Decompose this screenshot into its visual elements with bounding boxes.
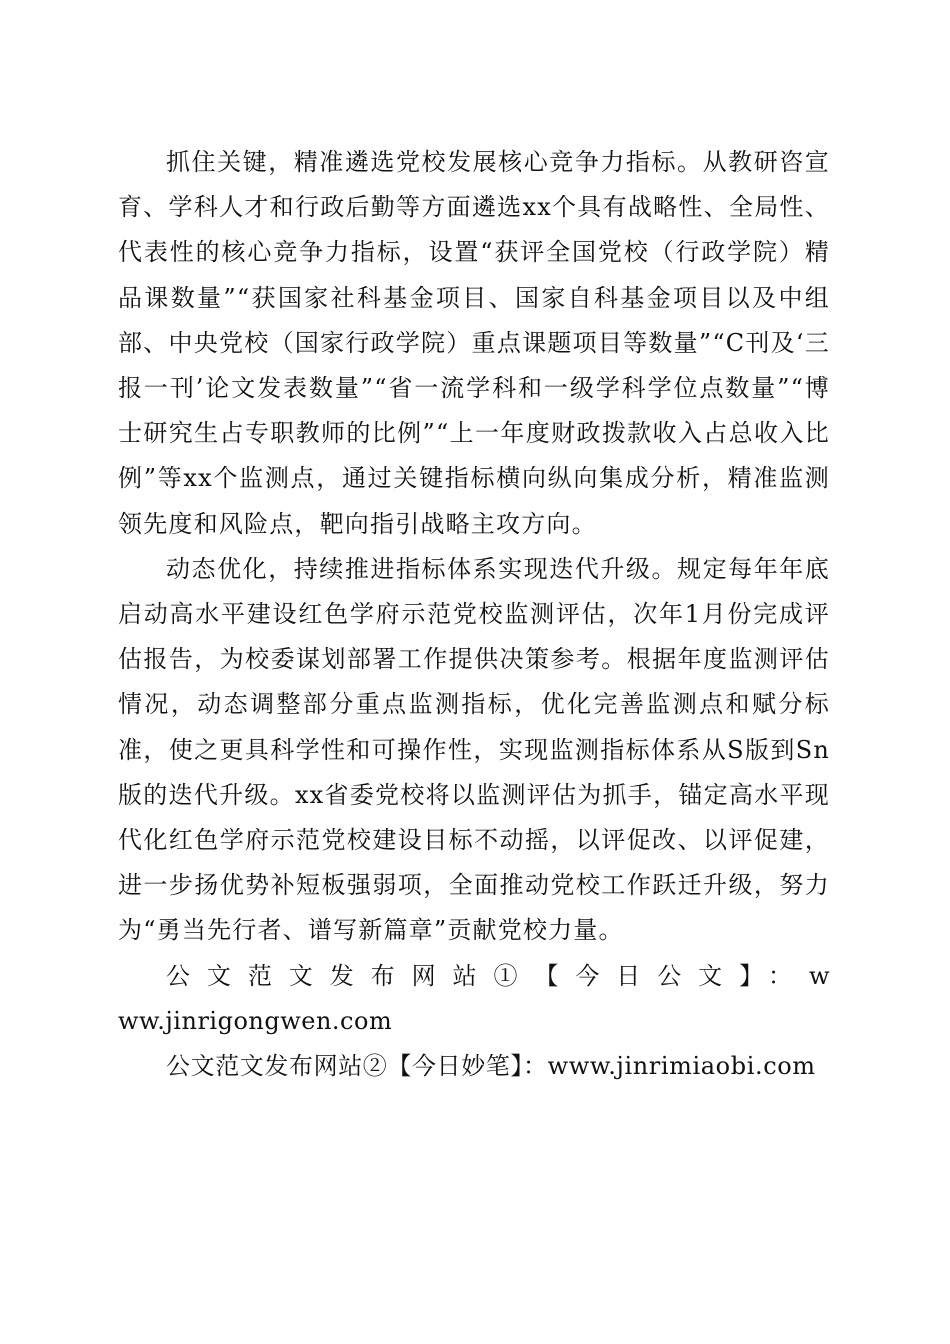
document-body — [118, 140, 830, 1089]
site-label-1: 公文范文发布网站①【今日公文】： — [166, 961, 809, 990]
paragraph-dynamic-optimization: 动态优化，持续推进指标体系实现迭代升级。规定每年年底启动高水平建设红色学府示范党校监测评估，次年1月份完成评估报告，为校委谋划部署工作提供决策参考。根据年度监测评估情况，动态调整部分重点监测指标，优化完善监测点和赋分标准，使之更具科学性和可操作性，实现监测指标体系从S版到Sn版的迭代升级。xx省委党校将以监测评估为抓手，锚定高水平现代化红色学府示范党校建设目标不动摇，以评促改、以评促建，进一步扬优势补短板强弱项，全面推动党校工作跃迁升级，努力为“勇当先行者、谱写新篇章”贡献党校力量。 — [118, 554, 830, 945]
site-url-1: www.jinrigongwen.com — [118, 961, 830, 1035]
site-line-1 — [118, 954, 830, 1044]
site-label-2: 公文范文发布网站②【今日妙笔】： — [166, 1052, 548, 1081]
site-url-2: www.jinrimiaobi.com — [547, 1052, 816, 1081]
site-line-2 — [118, 1044, 830, 1089]
paragraph-key-indicators: 抓住关键，精准遴选党校发展核心竞争力指标。从教研咨宣育、学科人才和行政后勤等方面遴选xx个具有战略性、全局性、代表性的核心竞争力指标，设置“获评全国党校（行政学院）精品课数量”“获国家社科基金项目、国家自科基金项目以及中组部、中央党校（国家行政学院）重点课题项目等数量”“C刊及‘三报一刊’论文发表数量”“省一流学科和一级学科学位点数量”“博士研究生占专职教师的比例”“上一年度财政拨款收入占总收入比例”等xx个监测点，通过关键指标横向纵向集成分析，精准监测领先度和风险点，靶向指引战略主攻方向。 — [118, 148, 830, 538]
